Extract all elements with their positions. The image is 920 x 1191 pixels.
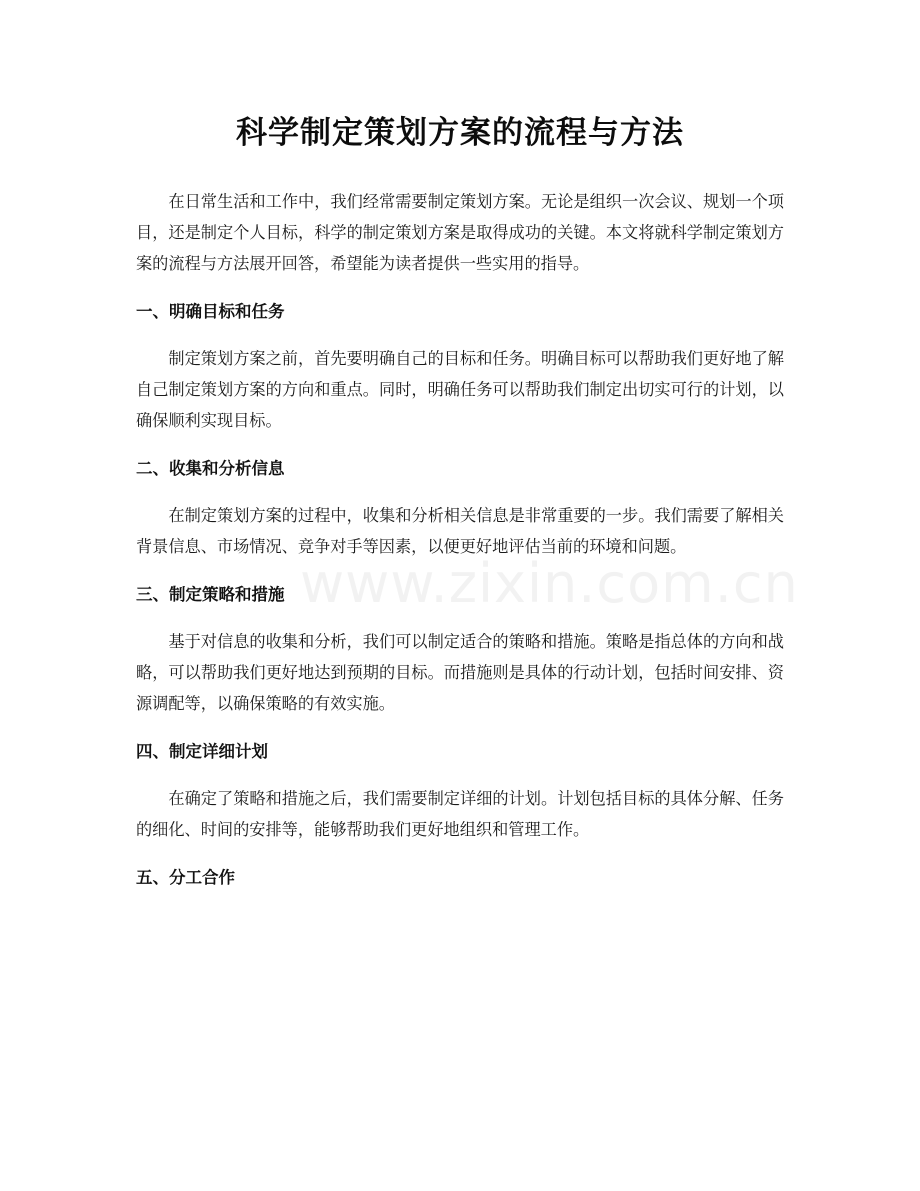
section-body-4: 在确定了策略和措施之后，我们需要制定详细的计划。计划包括目标的具体分解、任务的细化、时间的安排等，能够帮助我们更好地组织和管理工作。 xyxy=(136,789,784,839)
document-title: 科学制定策划方案的流程与方法 xyxy=(236,115,684,151)
section-heading-2: 二、收集和分析信息 xyxy=(136,459,285,478)
section-body-2: 在制定策划方案的过程中，收集和分析相关信息是非常重要的一步。我们需要了解相关背景信息、市场情况、竞争对手等因素，以便更好地评估当前的环境和问题。 xyxy=(136,506,784,556)
section-body-1: 制定策划方案之前，首先要明确自己的目标和任务。明确目标可以帮助我们更好地了解自己制定策划方案的方向和重点。同时，明确任务可以帮助我们制定出切实可行的计划，以确保顺利实现目标。 xyxy=(136,349,784,430)
section-body-3: 基于对信息的收集和分析，我们可以制定适合的策略和措施。策略是指总体的方向和战略，可以帮助我们更好地达到预期的目标。而措施则是具体的行动计划，包括时间安排、资源调配等，以确保策略的有效实施。 xyxy=(136,632,784,713)
intro-paragraph: 在日常生活和工作中，我们经常需要制定策划方案。无论是组织一次会议、规划一个项目，还是制定个人目标，科学的制定策划方案是取得成功的关键。本文将就科学制定策划方案的流程与方法展开回答，希望能为读者提供一些实用的指导。 xyxy=(136,192,784,273)
section-heading-4: 四、制定详细计划 xyxy=(136,742,268,761)
section-heading-1: 一、明确目标和任务 xyxy=(136,302,285,321)
watermark: www.zixin.com.cn xyxy=(300,552,799,615)
section-heading-5: 五、分工合作 xyxy=(136,868,235,887)
section-heading-3: 三、制定策略和措施 xyxy=(136,585,285,604)
